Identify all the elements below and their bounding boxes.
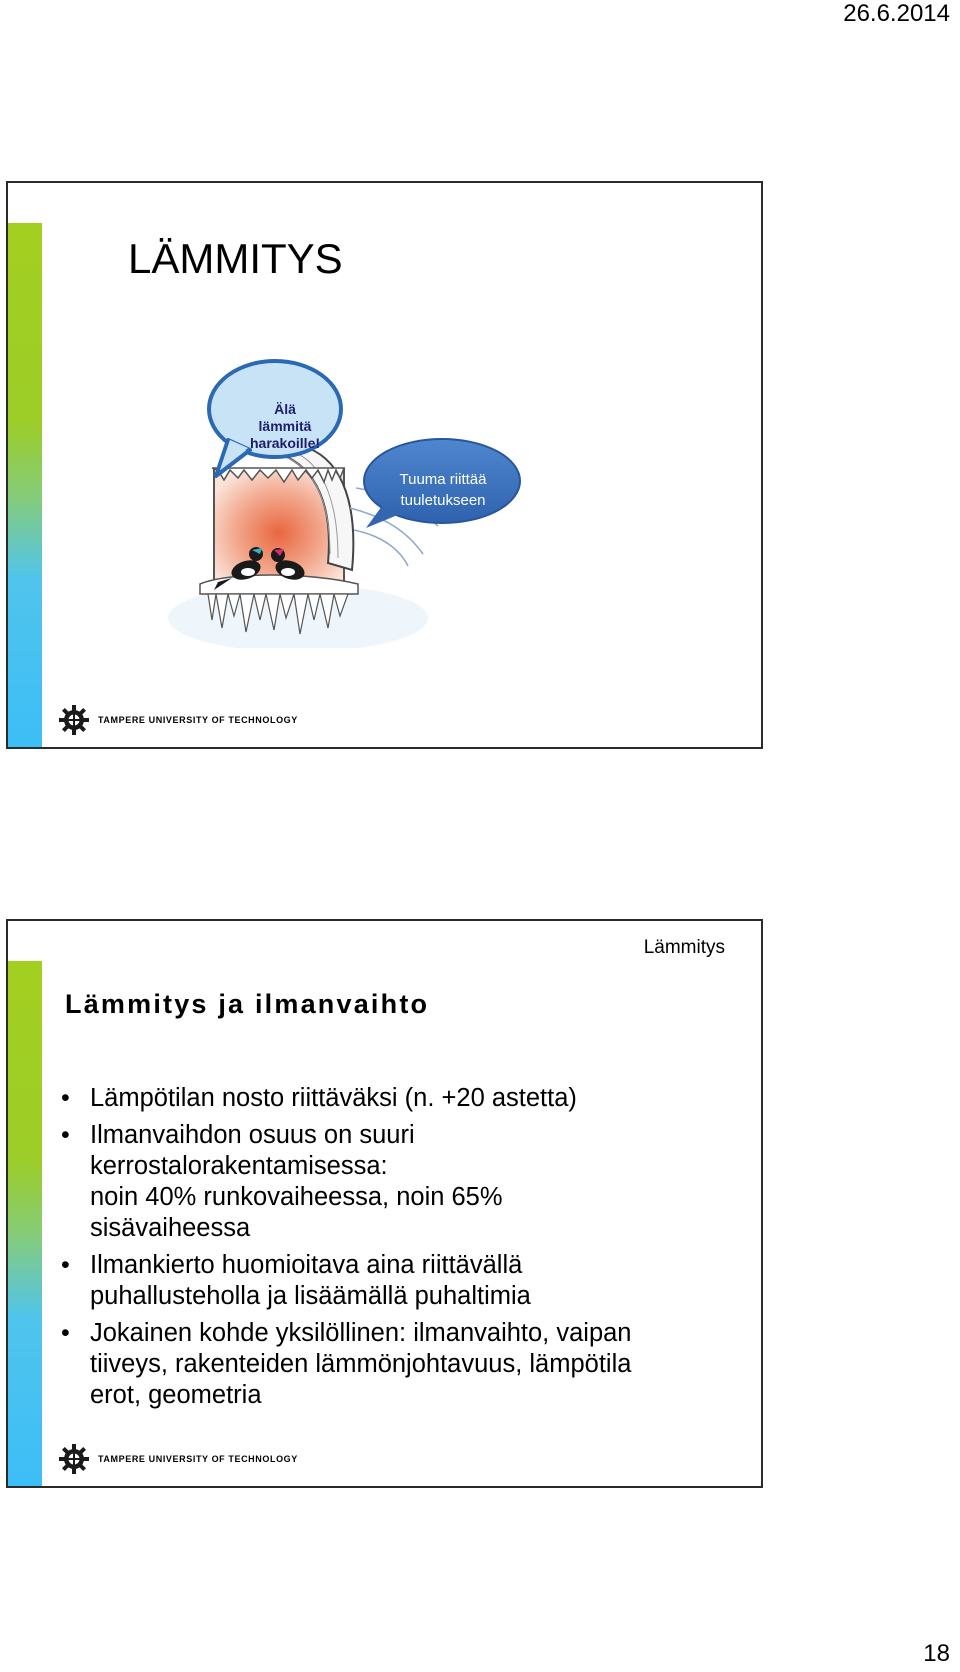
page-number: 18 <box>923 1640 950 1667</box>
page-date: 26.6.2014 <box>843 0 950 27</box>
tut-logo <box>58 704 298 736</box>
bullet-item <box>61 1318 751 1411</box>
bullet-item <box>61 1120 751 1244</box>
bullet-line: kerrostalorakentamisessa: <box>90 1152 388 1180</box>
bullet-line: tiiveys, rakenteiden lämmönjohtavuus, lämpötila <box>90 1350 632 1378</box>
bubble-left-line: Älä <box>274 401 296 417</box>
slide-lammitys-ja-ilmanvaihto <box>6 919 763 1488</box>
bullet-dot: • <box>61 1121 70 1149</box>
bullet-dot: • <box>61 1319 70 1347</box>
tut-logo <box>58 1443 298 1475</box>
bullet-item <box>61 1250 751 1312</box>
tut-logo-text: TAMPERE UNIVERSITY OF TECHNOLOGY <box>98 1454 298 1464</box>
bubble-right-line: tuuletukseen <box>400 492 486 509</box>
bullet-list <box>61 1083 751 1417</box>
bullet-line: Ilmanvaihdon osuus on suuri <box>90 1121 415 1149</box>
slide-title: LÄMMITYS <box>128 235 343 282</box>
bullet-item <box>61 1083 751 1114</box>
bullet-line: Ilmankierto huomioitava aina riittävällä <box>90 1251 523 1279</box>
bullet-line: sisävaiheessa <box>90 1214 251 1242</box>
bullet-dot: • <box>61 1084 70 1112</box>
bubble-left-line: lämmitä <box>258 418 312 434</box>
bullet-dot: • <box>61 1251 70 1279</box>
slide-lammitys <box>6 181 763 749</box>
bullet-line: erot, geometria <box>90 1381 262 1409</box>
bubble-left-line: harakoille! <box>249 435 321 451</box>
accent-bar <box>8 223 42 747</box>
bullet-line: noin 40% runkovaiheessa, noin 65% <box>90 1183 503 1211</box>
bubble-left-text <box>240 401 330 452</box>
bubble-right-line: Tuuma riittää <box>399 471 487 488</box>
gear-emblem-icon <box>58 704 90 736</box>
bullet-line: Jokainen kohde yksilöllinen: ilmanvaihto, vaipan <box>90 1319 632 1347</box>
slide-title: Lämmitys ja ilmanvaihto <box>65 989 430 1019</box>
bullet-line: puhallusteholla ja lisäämällä puhaltimia <box>90 1282 531 1310</box>
tut-logo-text: TAMPERE UNIVERSITY OF TECHNOLOGY <box>98 715 298 725</box>
bullet-line: Lämpötilan nosto riittäväksi (n. +20 astetta) <box>90 1084 577 1112</box>
bubble-right-text <box>368 469 518 511</box>
accent-bar <box>8 961 42 1486</box>
slide-corner-label: Lämmitys <box>643 937 725 958</box>
gear-emblem-icon <box>58 1443 90 1475</box>
